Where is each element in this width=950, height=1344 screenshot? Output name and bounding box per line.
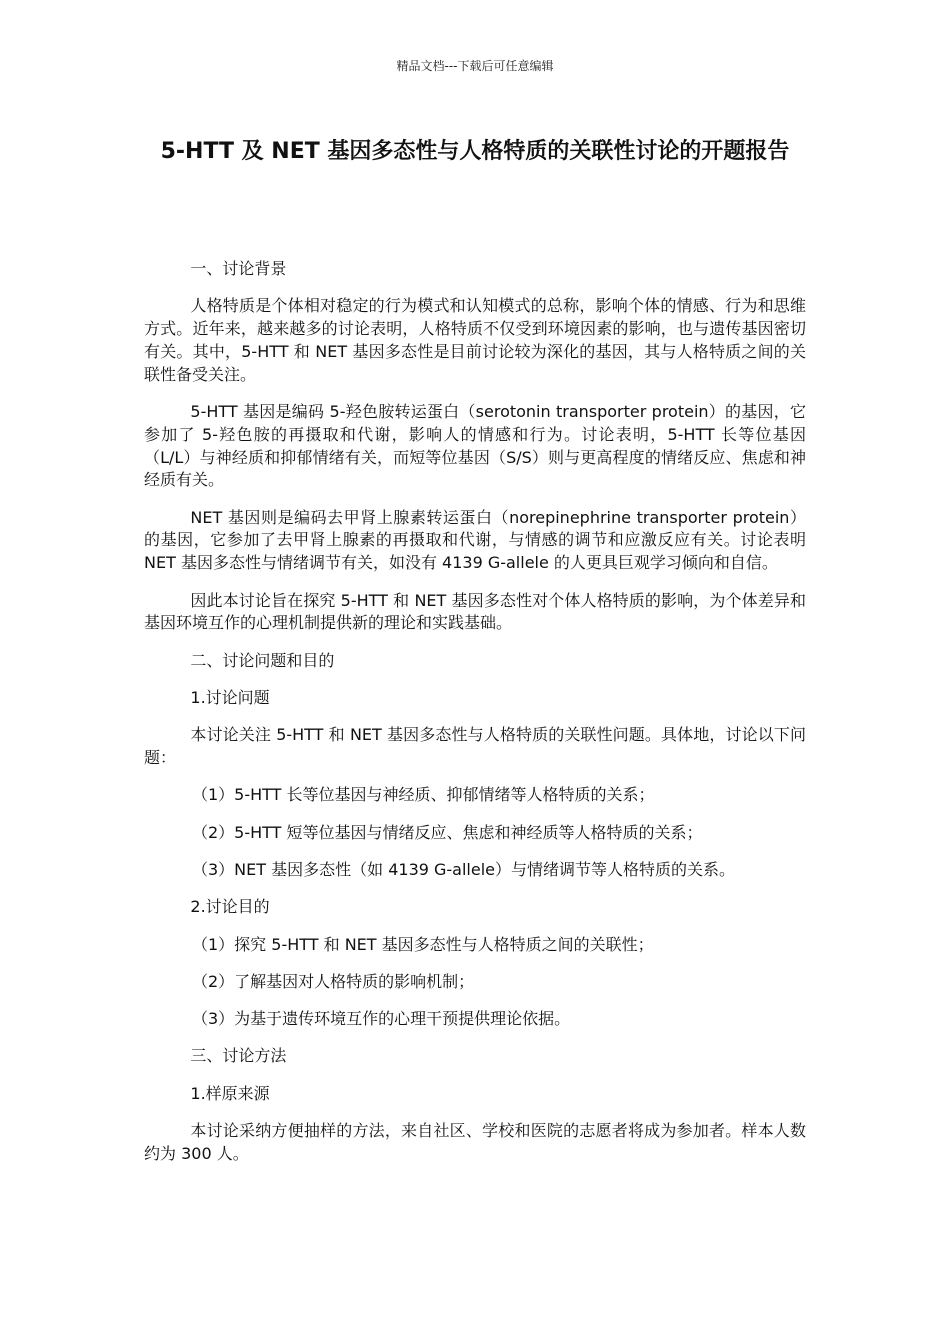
question-item-2: （2）5-HTT 短等位基因与情绪反应、焦虑和神经质等人格特质的关系； xyxy=(192,822,703,842)
section-heading-questions: 二、讨论问题和目的 xyxy=(190,650,335,670)
subheading-goals: 2.讨论目的 xyxy=(190,897,270,917)
subheading-questions: 1.讨论问题 xyxy=(190,687,270,707)
section-heading-background: 一、讨论背景 xyxy=(190,259,287,278)
subheading-sample: 1.样原来源 xyxy=(190,1083,270,1103)
question-item-1: （1）5-HTT 长等位基因与神经质、抑郁情绪等人格特质的关系； xyxy=(192,785,655,805)
paragraph-purpose: 因此本讨论旨在探究 5-HTT 和 NET 基因多态性对个体人格特质的影响，为个体差异和基因环境互作的心理机制提供新的理论和实践基础。 xyxy=(144,590,806,633)
goal-item-2: （2）了解基因对人格特质的影响机制； xyxy=(192,971,475,991)
paragraph-sample: 本讨论采纳方便抽样的方法，来自社区、学校和医院的志愿者将成为参加者。样本人数约为 300 人。 xyxy=(144,1121,806,1163)
header-watermark: 精品文档---下载后可任意编辑 xyxy=(396,59,554,73)
question-item-3: （3）NET 基因多态性（如 4139 G-allele）与情绪调节等人格特质的关系。 xyxy=(192,859,736,879)
section-heading-methods: 三、讨论方法 xyxy=(190,1046,287,1066)
document-body xyxy=(144,258,806,1180)
paragraph-5htt: 5-HTT 基因是编码 5-羟色胺转运蛋白（serotonin transporter protein）的基因，它参加了 5-羟色胺的再摄取和代谢，影响人的情感和行为。讨论表明，5-HTT 长等位基因（L/L）与神经质和抑郁情绪有关，而短等位基因（S/S）则与更高程度的情绪反应、焦虑和神经质有关。 xyxy=(144,401,806,490)
goal-item-1: （1）探究 5-HTT 和 NET 基因多态性与人格特质之间的关联性； xyxy=(192,934,654,954)
paragraph-net: NET 基因则是编码去甲肾上腺素转运蛋白（norepinephrine transporter protein）的基因，它参加了去甲肾上腺素的再摄取和代谢，与情感的调节和应激反应有关。讨论表明 NET 基因多态性与情绪调节有关，如没有 4139 G-allele 的人更具巨观学习倾向和自信。 xyxy=(144,507,806,573)
goal-item-3: （3）为基于遗传环境互作的心理干预提供理论依据。 xyxy=(192,1009,571,1029)
paragraph-questions-intro: 本讨论关注 5-HTT 和 NET 基因多态性与人格特质的关联性问题。具体地，讨论以下问题： xyxy=(144,725,806,768)
paragraph-personality: 人格特质是个体相对稳定的行为模式和认知模式的总称，影响个体的情感、行为和思维方式。近年来，越来越多的讨论表明，人格特质不仅受到环境因素的影响，也与遗传基因密切有关。其中，5-HTT 和 NET 基因多态性是目前讨论较为深化的基因，其与人格特质之间的关联性备受关注。 xyxy=(144,296,806,384)
document-title: 5-HTT 及 NET 基因多态性与人格特质的关联性讨论的开题报告 xyxy=(160,139,790,164)
